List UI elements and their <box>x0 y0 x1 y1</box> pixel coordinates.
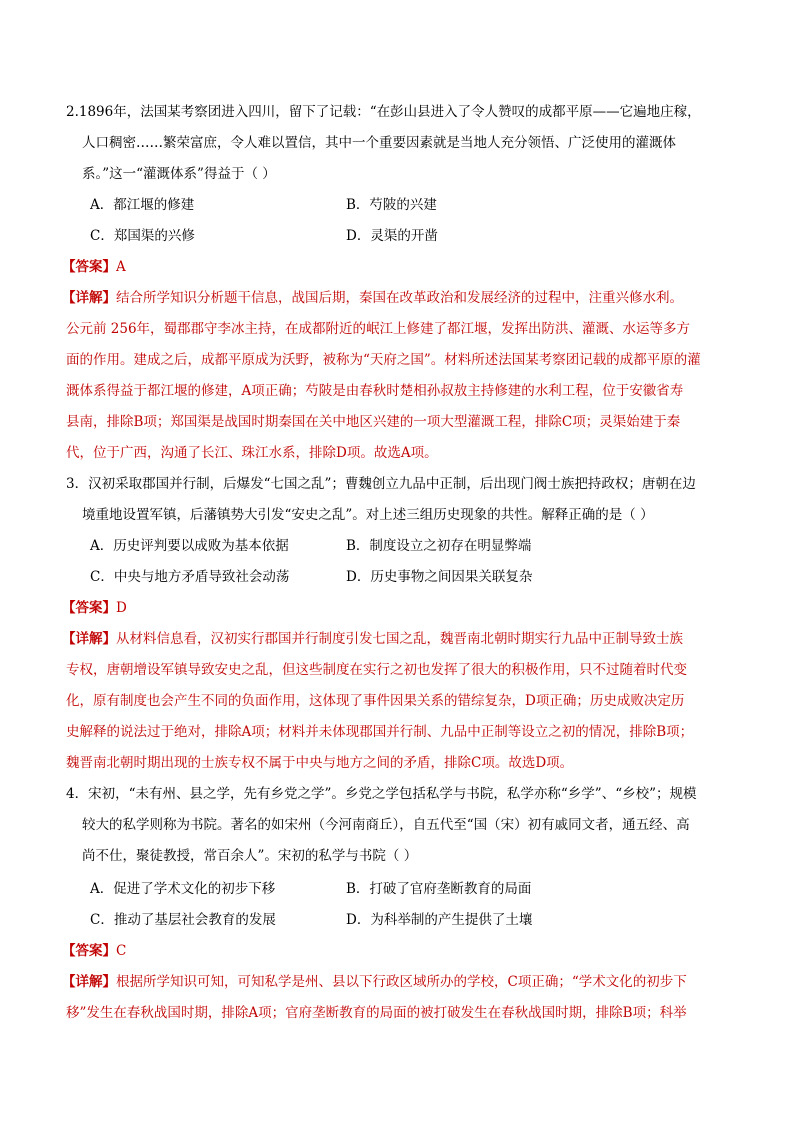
question-2-detail-line-2: 公元前 256年，蜀郡郡守李冰主持，在成都附近的岷江上修建了都江堰，发挥出防洪、灌溉、水运等多方 <box>66 321 691 337</box>
question-2-answer <box>62 252 732 283</box>
question-3-stem-line-2: 境重地设置军镇，后藩镇势大引发“安史之乱”。对上述三组历史现象的共性。解释正确的是（ ） <box>82 507 654 523</box>
question-4-option-d: D．为科举制的产生提供了土壤 <box>346 912 533 928</box>
answer-label: 【答案】 <box>62 600 116 616</box>
detail-label: 【详解】 <box>62 290 116 306</box>
question-2-detail-line-4: 溉体系得益于都江堰的修建，A项正确；芍陂是由春秋时楚相孙叔敖主持修建的水利工程，位于安徽省寿 <box>66 383 684 399</box>
answer-label: 【答案】 <box>62 943 116 959</box>
question-3-option-d: D．历史事物之间因果关联复杂 <box>346 569 533 585</box>
question-2-stem-line-3: 系。”这一“灌溉体系”得益于（ ） <box>82 166 276 182</box>
question-4-option-c: C．推动了基层社会教育的发展 <box>90 912 276 928</box>
question-3-detail-line-1 <box>62 624 732 655</box>
question-3-detail-line-4: 史解释的说法过于绝对，排除A项；材料并未体现郡国并行制、九品中正制等设立之初的情况，排除B项； <box>66 724 694 740</box>
question-2-stem-line-1: 2.1896年，法国某考察团进入四川，留下了记载：“在彭山县进入了令人赞叹的成都平原——它遍地庄稼， <box>66 104 701 120</box>
question-4-stem-line-2: 较大的私学则称为书院。著名的如宋州（今河南商丘），自五代至“国（宋）初有戚同文者，通五经、高 <box>82 817 690 833</box>
detail-text: 从材料信息看，汉初实行郡国并行制度引发七国之乱，魏晋南北朝时期实行九品中正制导致士族 <box>116 631 683 647</box>
question-2-detail-line-5: 县南，排除B项；郑国渠是战国时期秦国在关中地区兴建的一项大型灌溉工程，排除C项；灵渠始建于秦 <box>66 414 681 430</box>
question-2-stem-line-2: 人口稠密……繁荣富庶，令人难以置信，其中一个重要因素就是当地人充分领悟、广泛使用的灌溉体 <box>82 135 676 151</box>
answer-value: A <box>116 259 126 275</box>
question-4-stem-line-3: 尚不仕，聚徒教授，常百余人”。宋初的私学与书院（ ） <box>82 848 418 864</box>
question-2-option-a: A．都江堰的修建 <box>90 197 195 213</box>
question-3-detail-line-5: 魏晋南北朝时期出现的士族专权不属于中央与地方之间的矛盾，排除C项。故选D项。 <box>66 755 574 771</box>
answer-label: 【答案】 <box>62 259 116 275</box>
question-2-detail-line-6: 代，位于广西，沟通了长江、珠江水系，排除D项。故选A项。 <box>66 445 438 461</box>
answer-value: C <box>116 943 127 959</box>
question-3-stem-line-1: 3．汉初采取郡国并行制，后爆发“七国之乱”；曹魏创立九品中正制，后出现门阀士族把持政权；唐朝在边 <box>66 476 696 492</box>
question-3-option-a: A．历史评判要以成败为基本依据 <box>90 538 289 554</box>
question-2-detail-line-1 <box>62 283 732 314</box>
question-4-stem-line-1: 4．宋初，“未有州、县之学，先有乡党之学”。乡党之学包括私学与书院，私学亦称“乡学”、“乡校”；规模 <box>66 786 697 802</box>
question-3-answer <box>62 593 732 624</box>
question-2-option-d: D．灵渠的开凿 <box>346 228 438 244</box>
question-4-answer <box>62 936 732 967</box>
question-4-detail-line-2: 移”发生在春秋战国时期，排除A项；官府垄断教育的局面的被打破发生在春秋战国时期，排除B项；科举 <box>66 1005 687 1021</box>
question-2-option-b: B．芍陂的兴建 <box>346 197 437 213</box>
question-3-detail-line-2: 专权，唐朝增设军镇导致安史之乱，但这些制度在实行之初也发挥了很大的积极作用，只不过随着时代变 <box>66 662 687 678</box>
question-2-option-c: C．郑国渠的兴修 <box>90 228 195 244</box>
question-3-option-b: B．制度设立之初存在明显弊端 <box>346 538 532 554</box>
question-4-option-b: B．打破了官府垄断教育的局面 <box>346 881 532 897</box>
detail-text: 结合所学知识分析题干信息，战国后期，秦国在改革政治和发展经济的过程中，注重兴修水利。 <box>116 290 683 306</box>
detail-label: 【详解】 <box>62 631 116 647</box>
answer-value: D <box>116 600 127 616</box>
detail-text: 根据所学知识可知，可知私学是州、县以下行政区域所办的学校，C项正确；“学术文化的初步下 <box>116 974 687 990</box>
question-4-detail-line-1 <box>62 967 732 998</box>
detail-label: 【详解】 <box>62 974 116 990</box>
question-2-detail-line-3: 面的作用。建成之后，成都平原成为沃野，被称为“天府之国”。材料所述法国某考察团记载的成都平原的灌 <box>66 352 701 368</box>
question-3-detail-line-3: 化，原有制度也会产生不同的负面作用，这体现了事件因果关系的错综复杂，D项正确；历史成败决定历 <box>66 693 685 709</box>
question-4-option-a: A．促进了学术文化的初步下移 <box>90 881 276 897</box>
question-3-option-c: C．中央与地方矛盾导致社会动荡 <box>90 569 290 585</box>
